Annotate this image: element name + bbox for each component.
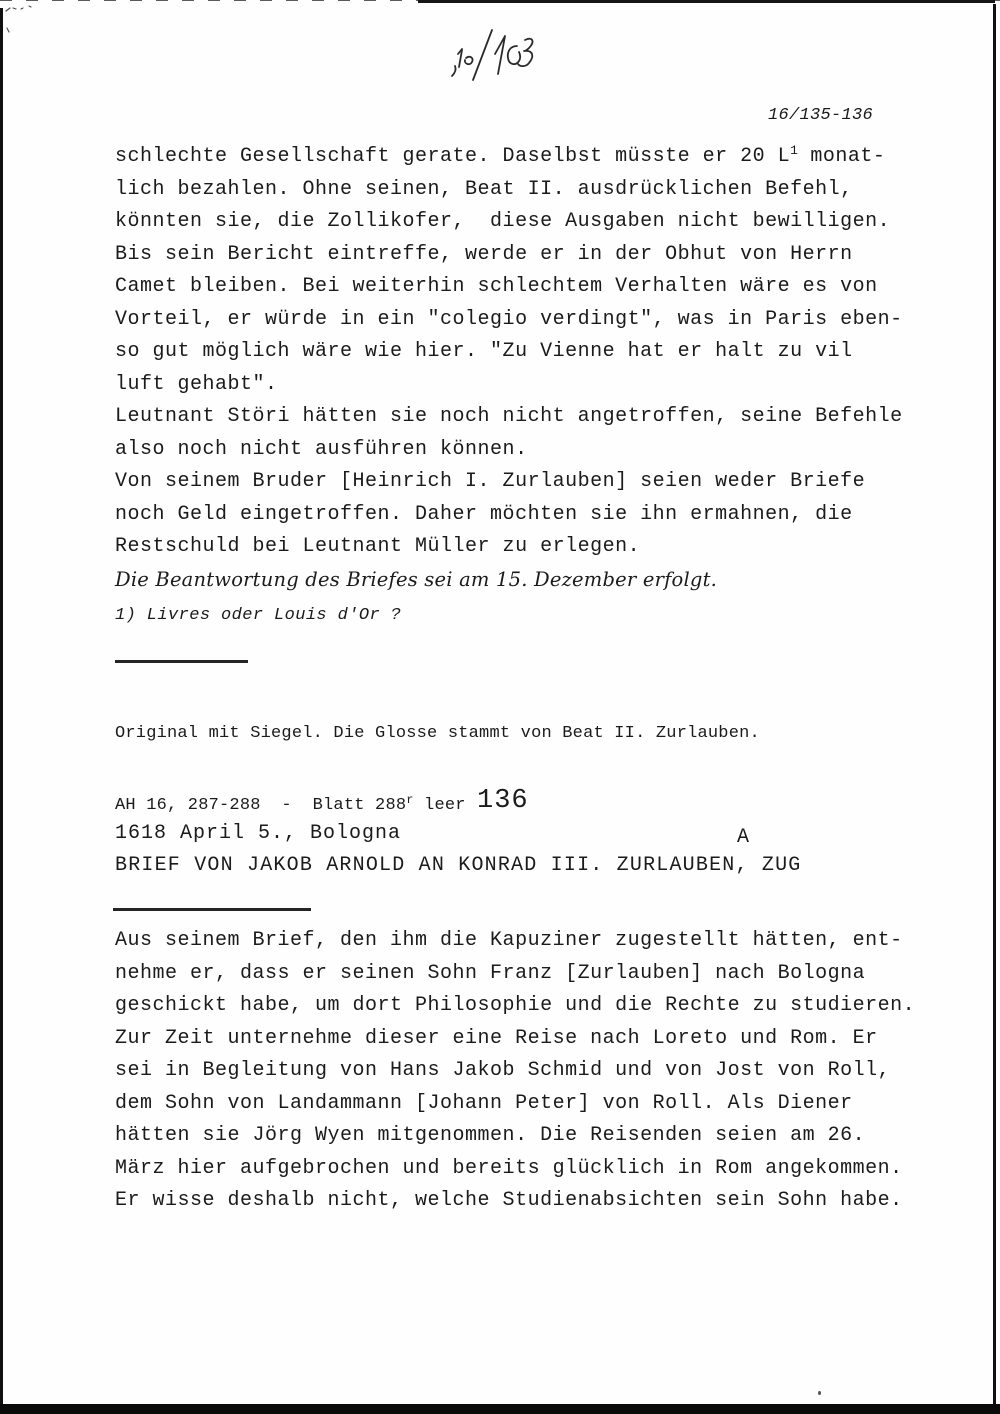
text-line: geschickt habe, um dort Philosophie und die Rechte zu studieren. xyxy=(115,994,916,1017)
provenance-line: Original mit Siegel. Die Glosse stammt von Beat II. Zurlauben. xyxy=(115,724,760,743)
page-reference: 16/135-136 xyxy=(768,106,874,125)
entry-siglum: A xyxy=(737,826,750,849)
text-line: lich bezahlen. Ohne seinen, Beat II. ausdrücklichen Befehl, xyxy=(115,177,853,201)
text-line xyxy=(115,141,935,174)
entry-dateline: 1618 April 5., Bologna xyxy=(115,822,402,845)
text-line: Von seinem Bruder [Heinrich I. Zurlauben] seien weder Briefe xyxy=(115,470,866,493)
footnote-marker-superscript: 1 xyxy=(790,143,798,158)
text-line: sei in Begleitung von Hans Jakob Schmid und von Jost von Roll, xyxy=(115,1059,891,1082)
provenance-line xyxy=(115,794,760,818)
text-line: luft gehabt". xyxy=(115,372,278,396)
text-segment: schlechte Gesellschaft gerate. Daselbst müsste er 20 L xyxy=(115,145,791,168)
text-line: März hier aufgebrochen und bereits glücklich in Rom angekommen. xyxy=(115,1156,903,1180)
text-line: so gut möglich wäre wie hier. "Zu Vienne hat er halt zu vil xyxy=(115,340,853,363)
text-line: Zur Zeit unternehme dieser eine Reise nach Loreto und Rom. Er xyxy=(115,1026,878,1050)
text-segment: monat- xyxy=(797,145,886,168)
text-line: Vorteil, er würde in ein "colegio verdingt", was in Paris eben- xyxy=(115,307,903,331)
entry-135-body xyxy=(115,141,935,596)
text-line: Aus seinem Brief, den ihm die Kapuziner zugestellt hätten, ent- xyxy=(115,929,903,952)
text-line: dem Sohn von Landammann [Johann Peter] von Roll. Als Diener xyxy=(115,1091,853,1115)
entry-136-body xyxy=(115,925,935,1218)
entry-title: BRIEF VON JAKOB ARNOLD AN KONRAD III. ZURLAUBEN, ZUG xyxy=(115,854,802,877)
handwritten-annotation xyxy=(445,24,540,86)
text-line: nehme er, dass er seinen Sohn Franz [Zurlauben] nach Bologna xyxy=(115,961,866,985)
recto-superscript: r xyxy=(406,793,414,807)
scan-edge-right xyxy=(993,4,996,1414)
scan-edge-left xyxy=(0,8,3,1414)
text-line: Bis sein Bericht eintreffe, werde er in der Obhut von Herrn xyxy=(115,242,853,266)
text-segment: AH 16, 287-288 - Blatt 288 xyxy=(115,796,407,815)
text-line: hätten sie Jörg Wyen mitgenommen. Die Reisenden seien am 26. xyxy=(115,1124,866,1147)
text-line: Camet bleiben. Bei weiterhin schlechtem Verhalten wäre es von xyxy=(115,275,878,298)
editor-script-note: Die Beantwortung des Briefes sei am 15. Dezember erfolgt. xyxy=(115,567,718,591)
scan-speck xyxy=(818,1391,821,1395)
scan-edge-bottom xyxy=(0,1404,1000,1414)
scan-edge-top xyxy=(418,0,995,3)
text-line: also noch nicht ausführen können. xyxy=(115,437,528,461)
text-line: Er wisse deshalb nicht, welche Studienabsichten sein Sohn habe. xyxy=(115,1189,903,1212)
text-line: Leutnant Störi hätten sie noch nicht angetroffen, seine Befehle xyxy=(115,405,903,428)
entry-number-heading: 136 xyxy=(477,786,529,816)
text-line: noch Geld eingetroffen. Daher möchten sie ihn ermahnen, die xyxy=(115,502,853,526)
footnote-divider-rule xyxy=(115,660,248,663)
corner-smudge-marks xyxy=(2,2,42,42)
text-line: Restschuld bei Leutnant Müller zu erlegen. xyxy=(115,535,641,558)
text-segment: leer xyxy=(413,796,466,815)
text-line: könnten sie, die Zollikofer, diese Ausgaben nicht bewilligen. xyxy=(115,210,891,233)
entry-divider-rule xyxy=(113,908,311,911)
footnote-text: 1) Livres oder Louis d'Or ? xyxy=(115,606,402,625)
